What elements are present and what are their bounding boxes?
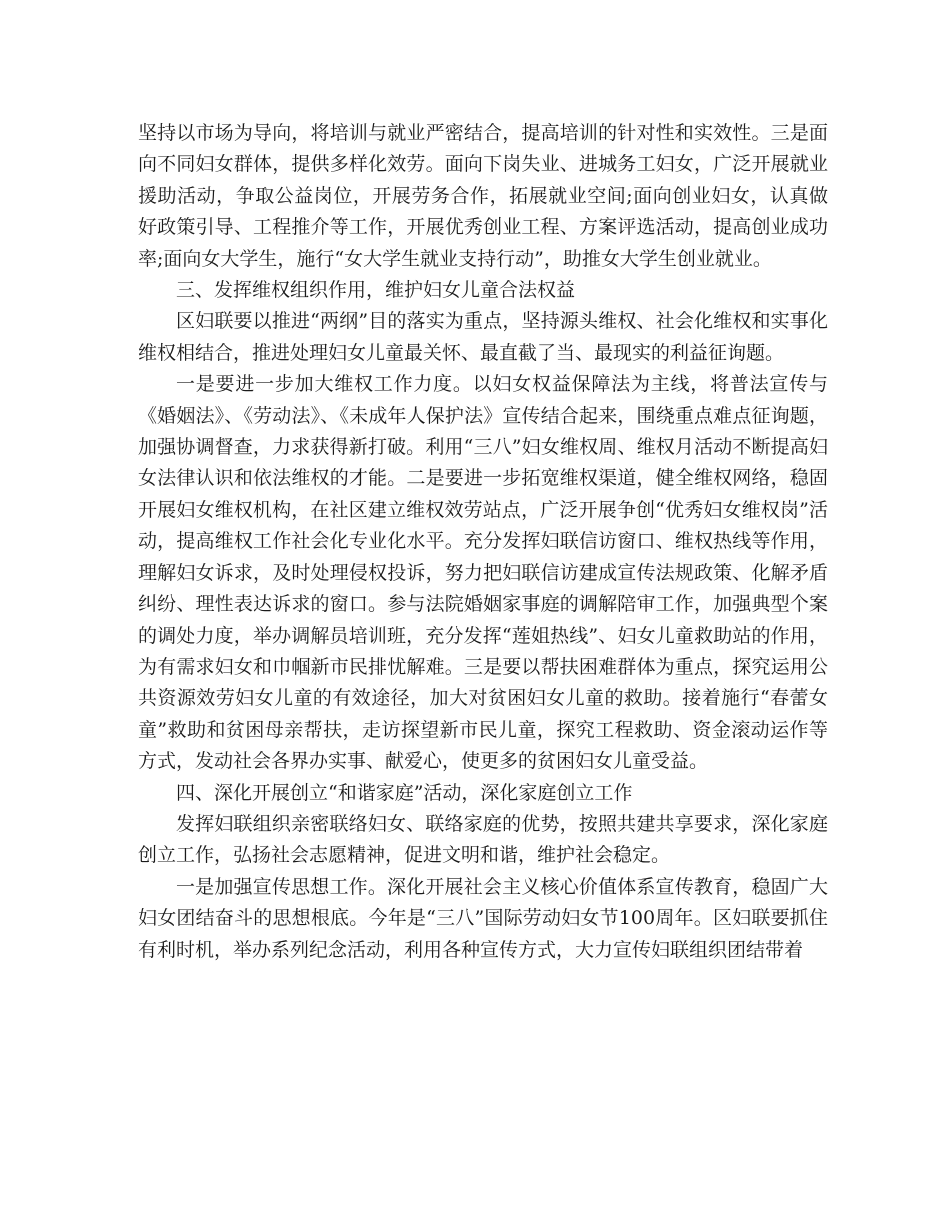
paragraph-4: 发挥妇联组织亲密联络妇女、联络家庭的优势，按照共建共享要求，深化家庭创立工作，弘扬社会志愿精神，促进文明和谐，维护社会稳定。 (138, 812, 828, 867)
document-body (138, 118, 828, 966)
section-heading-3: 三、发挥维权组织作用，维护妇女儿童合法权益 (176, 279, 576, 302)
section-heading-4: 四、深化开展创立“和谐家庭”活动，深化家庭创立工作 (176, 781, 633, 804)
paragraph-2: 区妇联要以推进“两纲”目的落实为重点，坚持源头维权、社会化维权和实事化维权相结合，推进处理妇女儿童最关怀、最直截了当、最现实的利益征询题。 (138, 310, 828, 364)
paragraph-5: 一是加强宣传思想工作。深化开展社会主义核心价值体系宣传教育，稳固广大妇女团结奋斗的思想根底。今年是“三八”国际劳动妇女节100周年。区妇联要抓住有利时机，举办系列纪念活动，利用各种宣传方式，大力宣传妇联组织团结带着 (138, 875, 828, 961)
paragraph-3: 一是要进一步加大维权工作力度。以妇女权益保障法为主线，将普法宣传与《婚姻法》、《劳动法》、《未成年人保护法》宣传结合起来，围绕重点难点征询题，加强协调督查，力求获得新打破。利用“三八”妇女维权周、维权月活动不断提高妇女法律认识和依法维权的才能。二是要进一步拓宽维权渠道，健全维权网络，稳固开展妇女维权机构，在社区建立维权效劳站点，广泛开展争创“优秀妇女维权岗”活动，提高维权工作社会化专业化水平。充分发挥妇联信访窗口、维权热线等作用，理解妇女诉求，及时处理侵权投诉，努力把妇联信访建成宣传法规政策、化解矛盾纠纷、理性表达诉求的窗口。参与法院婚姻家事庭的调解陪审工作，加强典型个案的调处力度，举办调解员培训班，充分发挥“莲姐热线”、妇女儿童救助站的作用，为有需求妇女和巾帼新市民排忧解难。三是要以帮扶困难群体为重点，探究运用公共资源效劳妇女儿童的有效途径，加大对贫困妇女儿童的救助。接着施行“春蕾女童”救助和贫困母亲帮扶，走访探望新市民儿童，探究工程救助、资金滚动运作等方式，发动社会各界办实事、献爱心，使更多的贫困妇女儿童受益。 (138, 373, 828, 773)
paragraph-1: 坚持以市场为导向，将培训与就业严密结合，提高培训的针对性和实效性。三是面向不同妇女群体，提供多样化效劳。面向下岗失业、进城务工妇女，广泛开展就业援助活动，争取公益岗位，开展劳务合作，拓展就业空间;面向创业妇女，认真做好政策引导、工程推介等工作，开展优秀创业工程、方案评选活动，提高创业成功率;面向女大学生，施行“女大学生就业支持行动”，助推女大学生创业就业。 (138, 122, 828, 270)
